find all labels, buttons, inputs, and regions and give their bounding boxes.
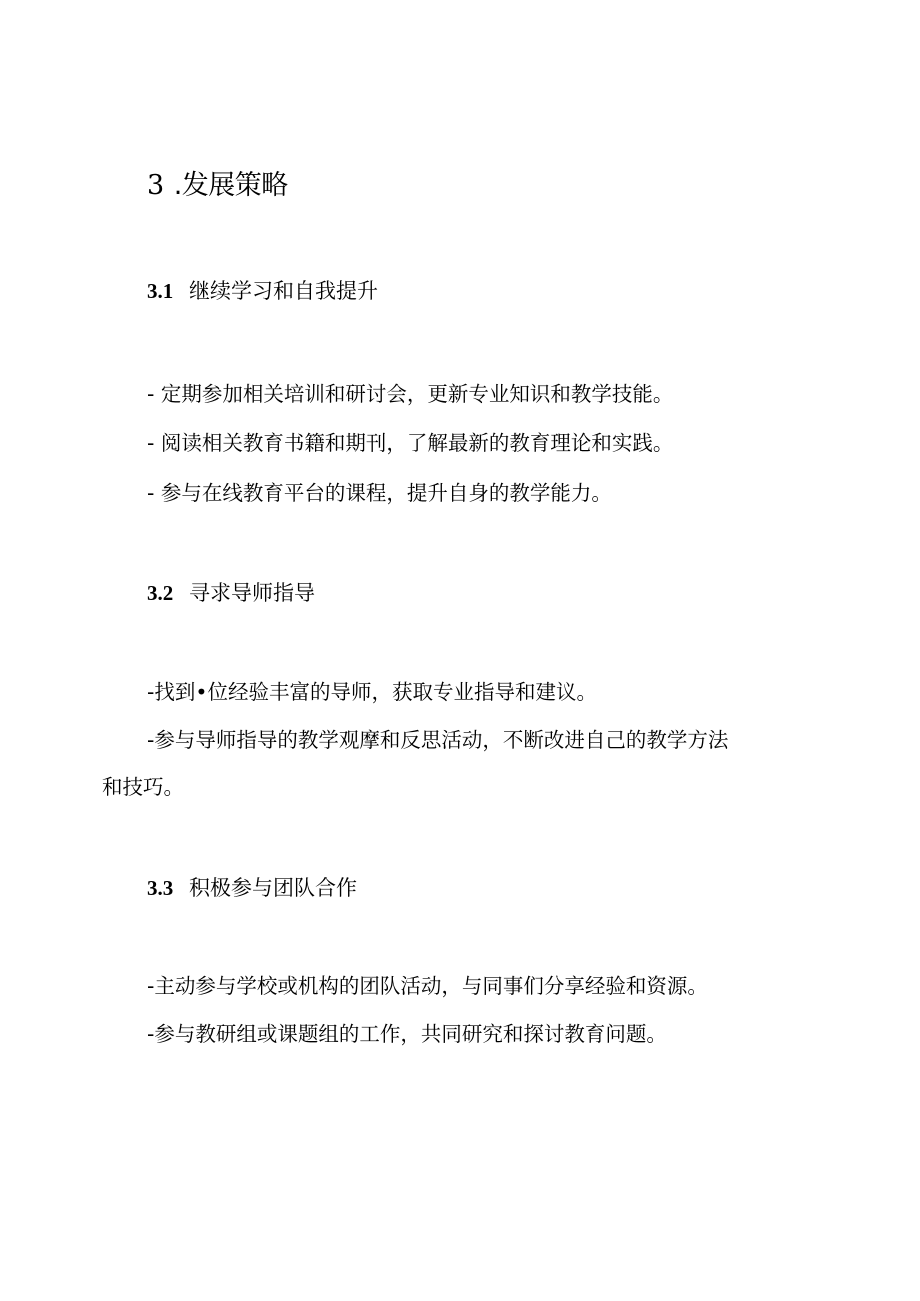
subsection-title: 寻求导师指导 [189, 581, 315, 605]
list-item-continuation: 和技巧。 [102, 775, 184, 799]
list-item: -主动参与学校或机构的团队活动，与同事们分享经验和资源。 [147, 974, 708, 998]
list-item: -找到•位经验丰富的导师，获取专业指导和建议。 [147, 680, 597, 704]
section-number: 3 [147, 170, 164, 201]
list-item: -参与导师指导的教学观摩和反思活动，不断改进自己的教学方法 [147, 728, 729, 752]
subsection-title: 继续学习和自我提升 [189, 279, 378, 303]
subsection-title: 积极参与团队合作 [189, 876, 357, 900]
subsection-heading-3-2 [147, 578, 315, 608]
subsection-heading-3-1 [147, 276, 378, 306]
subsection-heading-3-3 [147, 873, 357, 903]
list-item: -参与教研组或课题组的工作，共同研究和探讨教育问题。 [147, 1022, 667, 1046]
subsection-number: 3.2 [147, 581, 174, 605]
section-title: .发展策略 [173, 170, 288, 201]
list-item: - 阅读相关教育书籍和期刊，了解最新的教育理论和实践。 [147, 431, 674, 455]
subsection-number: 3.1 [147, 279, 174, 303]
list-item: - 定期参加相关培训和研讨会，更新专业知识和教学技能。 [147, 382, 674, 406]
section-heading [147, 166, 288, 206]
list-item: - 参与在线教育平台的课程，提升自身的教学能力。 [147, 481, 612, 505]
subsection-number: 3.3 [147, 876, 174, 900]
